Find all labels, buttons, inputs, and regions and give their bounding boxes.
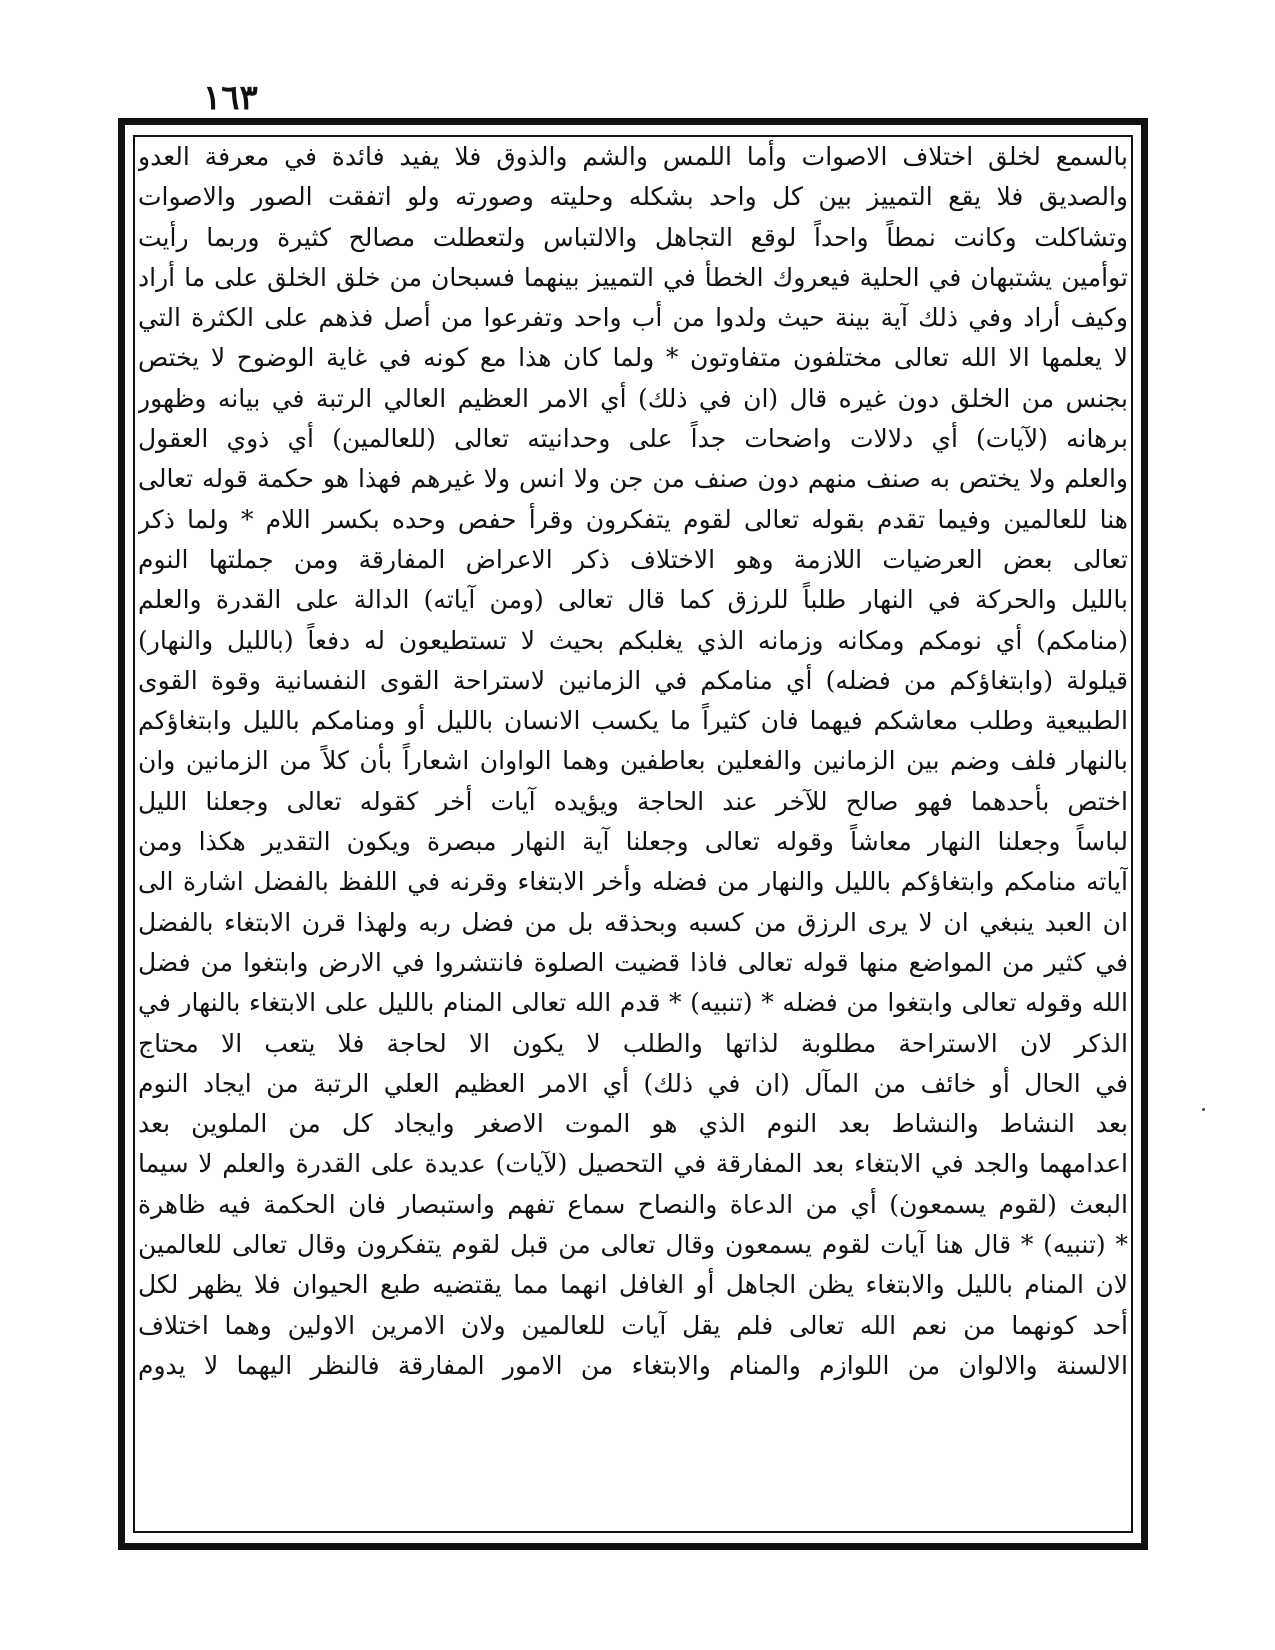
text-line: برهانه (لآيات) أي دلالات واضحات جداً على وحدانيته تعالى (للعالمين) أي ذوي العقول: [138, 424, 1128, 454]
text-line: بعد النشاط والنشاط بعد النوم الذي هو الموت الاصغر وايجاد كل من الملوين بعد: [138, 1109, 1128, 1139]
text-line: أحد كونهما من نعم الله تعالى فلم يقل آيات للعالمين ولان الامرين الاولين وهما اختلاف: [138, 1310, 1128, 1340]
text-line: اختص بأحدهما فهو صالح للآخر عند الحاجة ويؤيده آيات أخر كقوله تعالى وجعلنا الليل: [138, 786, 1128, 816]
text-line: الطبيعية وطلب معاشكم فيهما فان كثيراً ما يكسب الانسان بالليل أو ومنامكم بالليل وابتغاؤكم: [138, 706, 1128, 736]
margin-mark: [1202, 1108, 1205, 1111]
text-line: اعدامهما والجد في الابتغاء بعد المفارقة في التحصيل (لآيات) عديدة على القدرة والعلم لا سيما: [138, 1149, 1128, 1179]
text-line: لباساً وجعلنا النهار معاشاً وقوله تعالى وجعلنا آية النهار مبصرة ويكون التقدير هكذا ومن: [138, 827, 1128, 857]
page-text: [138, 137, 1128, 1535]
text-line: آياته منامكم وابتغاؤكم بالليل والنهار من فضله وأخر الابتغاء وقرنه في اللفظ بالفضل اشارة الى: [138, 867, 1128, 897]
text-line: في الحال أو خائف من المآل (ان في ذلك) أي الامر العظيم العلي الرتبة من ايجاد النوم: [138, 1068, 1128, 1098]
page-number: ١٦٣: [203, 78, 258, 118]
text-line: البعث (لقوم يسمعون) أي من الدعاة والنصاح سماع تفهم واستبصار فان الحكمة فيه ظاهرة: [138, 1189, 1128, 1219]
text-line: هنا للعالمين وفيما تقدم بقوله تعالى لقوم يتفكرون وقرأ حفص وحده بكسر اللام * ولما ذكر: [138, 504, 1128, 534]
text-line: وكيف أراد وفي ذلك آية بينة حيث ولدوا من أب واحد وتفرعوا من أصل فذهم على الكثرة التي: [138, 303, 1128, 333]
text-line: * (تنبيه) * قال هنا آيات لقوم يسمعون وقال تعالى من قبل لقوم يتفكرون وقال تعالى للعالمين: [138, 1230, 1128, 1260]
text-line: قيلولة (وابتغاؤكم من فضله) أي منامكم في الزمانين لاستراحة القوى النفسانية وقوة القوى: [138, 665, 1128, 695]
text-line: الذكر لان الاستراحة مطلوبة لذاتها والطلب لا يكون الا لحاجة فلا يتعب الا محتاج: [138, 1028, 1128, 1058]
text-line: الالسنة والالوان من اللوازم والمنام والابتغاء من الامور المفارقة فالنظر اليهما لا يدوم: [138, 1350, 1128, 1380]
text-line: الله وقوله تعالى وابتغوا من فضله * (تنبيه) * قدم الله تعالى المنام بالليل على الابتغاء بالنهار في: [138, 988, 1128, 1018]
text-line: بالليل والحركة في النهار طلباً للرزق كما قال تعالى (ومن آياته) الدالة على القدرة والعلم: [138, 585, 1128, 615]
text-line: ان العبد ينبغي ان لا يرى الرزق من كسبه وبحذقه بل من فضل ربه ولهذا قرن الابتغاء بالفضل: [138, 907, 1128, 937]
text-line: لا يعلمها الا الله تعالى مختلفون متفاوتون * ولما كان هذا مع كونه في غاية الوضوح لا يختص: [138, 343, 1128, 373]
text-line: في كثير من المواضع منها قوله تعالى فاذا قضيت الصلوة فانتشروا في الارض وابتغوا من فضل: [138, 947, 1128, 977]
text-line: لان المنام بالليل والابتغاء يظن الجاهل أو الغافل انهما مما يقتضيه طبع الحيوان فلا يظهر لكل: [138, 1270, 1128, 1300]
text-line: بجنس من الخلق دون غيره قال (ان في ذلك) أي الامر العظيم العالي الرتبة في بيانه وظهور: [138, 383, 1128, 413]
text-line: بالنهار فلف وضم بين الزمانين والفعلين بعاطفين وهما الواوان اشعاراً بأن كلاً من الزمانين وان: [138, 746, 1128, 776]
text-line: توأمين يشتبهان في الحلية فيعروك الخطأ في التمييز بينهما فسبحان من خلق الخلق على ما أراد: [138, 262, 1128, 292]
text-line: تعالى بعض العرضيات اللازمة وهو الاختلاف ذكر الاعراض المفارقة ومن جملتها النوم: [138, 544, 1128, 574]
text-line: بالسمع لخلق اختلاف الاصوات وأما اللمس والشم والذوق فلا يفيد فائدة في معرفة العدو: [138, 142, 1128, 171]
text-line: (منامكم) أي نومكم ومكانه وزمانه الذي يغلبكم بحيث لا تستطيعون له دفعاً (بالليل والنهار): [138, 625, 1128, 655]
text-line: والصديق فلا يقع التمييز بين كل واحد بشكله وحليته وصورته ولو اتفقت الصور والاصوات: [138, 182, 1128, 212]
text-line: وتشاكلت وكانت نمطاً واحداً لوقع التجاهل والالتباس ولتعطلت مصالح كثيرة وربما رأيت: [138, 222, 1128, 252]
text-line: والعلم ولا يختص به صنف منهم دون صنف من جن ولا انس ولا غيرهم فهذا هو حكمة قوله تعالى: [138, 464, 1128, 494]
